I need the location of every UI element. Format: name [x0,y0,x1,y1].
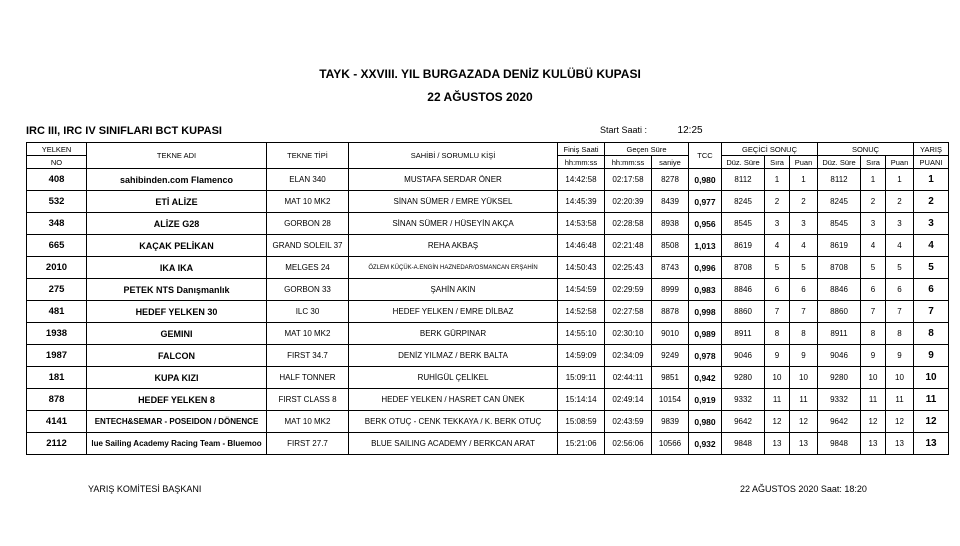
cell-boat-type: MAT 10 MK2 [267,323,349,345]
cell-sail-number: 1938 [27,323,87,345]
cell-tcc: 0,932 [689,433,722,455]
cell-provisional-corrected: 9848 [722,433,765,455]
cell-final-corrected: 8860 [818,301,861,323]
cell-boat-type: FIRST 27.7 [267,433,349,455]
cell-tcc: 0,996 [689,257,722,279]
cell-final-points: 6 [886,279,914,301]
cell-boat-type: ELAN 340 [267,169,349,191]
cell-boat-type: MAT 10 MK2 [267,191,349,213]
cell-elapsed-seconds: 9839 [652,411,689,433]
cell-tcc: 0,980 [689,169,722,191]
cell-elapsed-seconds: 8938 [652,213,689,235]
cell-finish-time: 14:46:48 [558,235,605,257]
header-saniye: saniye [652,156,689,169]
cell-provisional-rank: 9 [765,345,790,367]
cell-elapsed-time: 02:30:10 [605,323,652,345]
cell-boat-name: ETİ ALİZE [87,191,267,213]
cell-boat-type: GRAND SOLEIL 37 [267,235,349,257]
cell-final-points: 7 [886,301,914,323]
cell-boat-name: lue Sailing Academy Racing Team - Bluemoo [87,433,267,455]
class-subtitle: IRC III, IRC IV SINIFLARI BCT KUPASI [26,125,222,137]
cell-provisional-corrected: 9332 [722,389,765,411]
header-gecen-format: hh:mm:ss [605,156,652,169]
cell-final-corrected: 9046 [818,345,861,367]
cell-owner: MUSTAFA SERDAR ÖNER [349,169,558,191]
cell-boat-type: HALF TONNER [267,367,349,389]
cell-elapsed-time: 02:21:48 [605,235,652,257]
start-time: 12:25 [677,125,703,136]
cell-elapsed-seconds: 10566 [652,433,689,455]
table-row [27,433,949,455]
cell-provisional-rank: 11 [765,389,790,411]
cell-provisional-points: 12 [790,411,818,433]
cell-boat-name: KAÇAK PELİKAN [87,235,267,257]
header-tekne-adi: TEKNE ADI [87,143,267,169]
document-title: TAYK - XXVIII. YIL BURGAZADA DENİZ KULÜBÜ KUPASI [319,67,641,81]
document-date: 22 AĞUSTOS 2020 [427,90,533,104]
cell-final-rank: 3 [861,213,886,235]
cell-provisional-rank: 6 [765,279,790,301]
header-gecici-sira: Sıra [765,156,790,169]
cell-finish-time: 14:59:09 [558,345,605,367]
cell-elapsed-time: 02:49:14 [605,389,652,411]
cell-provisional-rank: 13 [765,433,790,455]
cell-elapsed-seconds: 8999 [652,279,689,301]
cell-finish-time: 14:52:58 [558,301,605,323]
cell-sail-number: 2010 [27,257,87,279]
cell-race-points: 9 [914,345,949,367]
cell-boat-type: MELGES 24 [267,257,349,279]
cell-final-rank: 6 [861,279,886,301]
cell-tcc: 0,978 [689,345,722,367]
committee-chair-label: YARIŞ KOMİTESİ BAŞKANI [88,484,202,494]
cell-final-rank: 13 [861,433,886,455]
cell-race-points: 6 [914,279,949,301]
cell-elapsed-seconds: 10154 [652,389,689,411]
cell-race-points: 1 [914,169,949,191]
cell-owner: ŞAHİN AKIN [349,279,558,301]
cell-final-points: 10 [886,367,914,389]
header-sahibi: SAHİBİ / SORUMLU KİŞİ [349,143,558,169]
header-sonuc-sira: Sıra [861,156,886,169]
cell-tcc: 0,989 [689,323,722,345]
cell-owner: ÖZLEM KÜÇÜK-A.ENGİN HAZNEDAR/OSMANCAN ERŞAHİN [349,257,558,279]
results-table [26,142,949,455]
cell-final-rank: 5 [861,257,886,279]
cell-provisional-corrected: 8911 [722,323,765,345]
cell-boat-name: HEDEF YELKEN 30 [87,301,267,323]
cell-provisional-points: 1 [790,169,818,191]
cell-provisional-corrected: 8545 [722,213,765,235]
table-row [27,367,949,389]
cell-final-corrected: 8619 [818,235,861,257]
cell-tcc: 0,956 [689,213,722,235]
cell-final-points: 9 [886,345,914,367]
cell-owner: HEDEF YELKEN / EMRE DİLBAZ [349,301,558,323]
cell-final-corrected: 8846 [818,279,861,301]
cell-provisional-corrected: 8860 [722,301,765,323]
cell-final-corrected: 8245 [818,191,861,213]
cell-provisional-corrected: 9280 [722,367,765,389]
cell-boat-name: sahibinden.com Flamenco [87,169,267,191]
cell-provisional-points: 9 [790,345,818,367]
cell-elapsed-time: 02:34:09 [605,345,652,367]
header-yelken-no-2: NO [27,156,87,169]
report-datetime: 22 AĞUSTOS 2020 Saat: 18:20 [740,484,867,494]
cell-final-corrected: 9642 [818,411,861,433]
cell-final-corrected: 8545 [818,213,861,235]
cell-race-points: 4 [914,235,949,257]
cell-final-rank: 2 [861,191,886,213]
cell-provisional-corrected: 8708 [722,257,765,279]
cell-race-points: 7 [914,301,949,323]
cell-boat-name: IKA IKA [87,257,267,279]
cell-elapsed-seconds: 9249 [652,345,689,367]
cell-finish-time: 14:53:58 [558,213,605,235]
start-label: Start Saati : [600,125,648,135]
cell-final-points: 4 [886,235,914,257]
cell-provisional-rank: 8 [765,323,790,345]
header-gecici-sonuc: GEÇİCİ SONUÇ [722,143,818,156]
cell-owner: SİNAN SÜMER / EMRE YÜKSEL [349,191,558,213]
cell-final-points: 3 [886,213,914,235]
table-row [27,169,949,191]
cell-race-points: 3 [914,213,949,235]
cell-boat-name: FALCON [87,345,267,367]
header-gecici-puan: Puan [790,156,818,169]
cell-final-points: 12 [886,411,914,433]
cell-sail-number: 348 [27,213,87,235]
table-row [27,279,949,301]
cell-boat-name: GEMINI [87,323,267,345]
cell-tcc: 0,977 [689,191,722,213]
header-tcc: TCC [689,143,722,169]
cell-final-points: 13 [886,433,914,455]
table-row [27,301,949,323]
cell-boat-name: KUPA KIZI [87,367,267,389]
cell-tcc: 0,919 [689,389,722,411]
cell-tcc: 0,983 [689,279,722,301]
cell-provisional-rank: 4 [765,235,790,257]
cell-elapsed-seconds: 9010 [652,323,689,345]
cell-boat-name: HEDEF YELKEN 8 [87,389,267,411]
table-row [27,323,949,345]
cell-elapsed-time: 02:29:59 [605,279,652,301]
cell-race-points: 12 [914,411,949,433]
cell-final-rank: 1 [861,169,886,191]
cell-race-points: 13 [914,433,949,455]
cell-provisional-points: 11 [790,389,818,411]
cell-provisional-points: 8 [790,323,818,345]
cell-tcc: 0,998 [689,301,722,323]
cell-elapsed-time: 02:25:43 [605,257,652,279]
cell-provisional-corrected: 9642 [722,411,765,433]
cell-elapsed-seconds: 9851 [652,367,689,389]
cell-finish-time: 15:08:59 [558,411,605,433]
cell-elapsed-seconds: 8743 [652,257,689,279]
cell-final-rank: 11 [861,389,886,411]
cell-provisional-rank: 7 [765,301,790,323]
cell-owner: SİNAN SÜMER / HÜSEYİN AKÇA [349,213,558,235]
cell-provisional-points: 3 [790,213,818,235]
cell-elapsed-time: 02:27:58 [605,301,652,323]
table-row [27,213,949,235]
cell-sail-number: 2112 [27,433,87,455]
header-sonuc-puan: Puan [886,156,914,169]
cell-elapsed-time: 02:28:58 [605,213,652,235]
cell-boat-name: PETEK NTS Danışmanlık [87,279,267,301]
cell-final-corrected: 9332 [818,389,861,411]
cell-provisional-rank: 3 [765,213,790,235]
cell-final-points: 2 [886,191,914,213]
cell-elapsed-time: 02:17:58 [605,169,652,191]
cell-sail-number: 532 [27,191,87,213]
cell-provisional-points: 7 [790,301,818,323]
cell-finish-time: 15:14:14 [558,389,605,411]
header-finis-saati: Finiş Saati [558,143,605,156]
cell-provisional-corrected: 8112 [722,169,765,191]
cell-provisional-corrected: 9046 [722,345,765,367]
cell-provisional-rank: 2 [765,191,790,213]
cell-boat-type: GORBON 33 [267,279,349,301]
cell-final-points: 5 [886,257,914,279]
cell-provisional-rank: 10 [765,367,790,389]
cell-boat-name: ALİZE G28 [87,213,267,235]
header-tekne-tipi: TEKNE TİPİ [267,143,349,169]
cell-provisional-points: 5 [790,257,818,279]
cell-boat-type: FIRST 34.7 [267,345,349,367]
table-row [27,191,949,213]
cell-provisional-points: 13 [790,433,818,455]
cell-boat-type: MAT 10 MK2 [267,411,349,433]
cell-finish-time: 14:55:10 [558,323,605,345]
header-finis-format: hh:mm:ss [558,156,605,169]
table-row [27,235,949,257]
header-sonuc: SONUÇ [818,143,914,156]
cell-tcc: 0,980 [689,411,722,433]
cell-elapsed-seconds: 8439 [652,191,689,213]
header-yelken-no-1: YELKEN [27,143,87,156]
cell-finish-time: 14:45:39 [558,191,605,213]
cell-provisional-points: 2 [790,191,818,213]
cell-elapsed-time: 02:43:59 [605,411,652,433]
cell-final-points: 11 [886,389,914,411]
cell-provisional-corrected: 8846 [722,279,765,301]
cell-final-rank: 12 [861,411,886,433]
cell-race-points: 11 [914,389,949,411]
cell-sail-number: 878 [27,389,87,411]
cell-final-corrected: 9280 [818,367,861,389]
cell-provisional-corrected: 8245 [722,191,765,213]
cell-final-corrected: 8112 [818,169,861,191]
cell-elapsed-seconds: 8508 [652,235,689,257]
cell-race-points: 8 [914,323,949,345]
cell-sail-number: 4141 [27,411,87,433]
cell-finish-time: 14:42:58 [558,169,605,191]
cell-provisional-corrected: 8619 [722,235,765,257]
cell-boat-type: FIRST CLASS 8 [267,389,349,411]
cell-race-points: 5 [914,257,949,279]
cell-owner: BERK OTUÇ - CENK TEKKAYA / K. BERK OTUÇ [349,411,558,433]
cell-boat-name: ENTECH&SEMAR - POSEIDON / DÖNENCE [87,411,267,433]
cell-finish-time: 15:09:11 [558,367,605,389]
cell-elapsed-time: 02:20:39 [605,191,652,213]
table-row [27,389,949,411]
cell-provisional-rank: 5 [765,257,790,279]
cell-owner: RUHİGÜL ÇELİKEL [349,367,558,389]
cell-provisional-rank: 12 [765,411,790,433]
header-sonuc-duz-sure: Düz. Süre [818,156,861,169]
cell-tcc: 0,942 [689,367,722,389]
cell-final-rank: 7 [861,301,886,323]
table-row [27,345,949,367]
cell-final-rank: 9 [861,345,886,367]
start-time-info [600,125,703,136]
cell-sail-number: 481 [27,301,87,323]
cell-sail-number: 275 [27,279,87,301]
cell-elapsed-seconds: 8278 [652,169,689,191]
header-gecici-duz-sure: Düz. Süre [722,156,765,169]
cell-owner: BERK GÜRPINAR [349,323,558,345]
cell-final-points: 8 [886,323,914,345]
cell-elapsed-time: 02:56:06 [605,433,652,455]
cell-finish-time: 14:54:59 [558,279,605,301]
cell-owner: BLUE SAILING ACADEMY / BERKCAN ARAT [349,433,558,455]
cell-final-corrected: 8708 [818,257,861,279]
cell-final-corrected: 8911 [818,323,861,345]
cell-finish-time: 14:50:43 [558,257,605,279]
cell-race-points: 10 [914,367,949,389]
cell-boat-type: GORBON 28 [267,213,349,235]
cell-sail-number: 181 [27,367,87,389]
header-yaris-1: YARIŞ [914,143,949,156]
cell-owner: DENİZ YILMAZ / BERK BALTA [349,345,558,367]
cell-sail-number: 1987 [27,345,87,367]
cell-provisional-points: 6 [790,279,818,301]
cell-finish-time: 15:21:06 [558,433,605,455]
cell-owner: REHA AKBAŞ [349,235,558,257]
cell-owner: HEDEF YELKEN / HASRET CAN ÜNEK [349,389,558,411]
cell-sail-number: 665 [27,235,87,257]
cell-final-corrected: 9848 [818,433,861,455]
table-row [27,257,949,279]
cell-provisional-points: 4 [790,235,818,257]
cell-final-rank: 8 [861,323,886,345]
cell-tcc: 1,013 [689,235,722,257]
header-gecen-sure: Geçen Süre [605,143,689,156]
cell-elapsed-seconds: 8878 [652,301,689,323]
cell-elapsed-time: 02:44:11 [605,367,652,389]
cell-sail-number: 408 [27,169,87,191]
cell-race-points: 2 [914,191,949,213]
cell-final-rank: 4 [861,235,886,257]
cell-boat-type: ILC 30 [267,301,349,323]
cell-provisional-rank: 1 [765,169,790,191]
header-yaris-2: PUANI [914,156,949,169]
cell-final-rank: 10 [861,367,886,389]
cell-provisional-points: 10 [790,367,818,389]
cell-final-points: 1 [886,169,914,191]
table-row [27,411,949,433]
